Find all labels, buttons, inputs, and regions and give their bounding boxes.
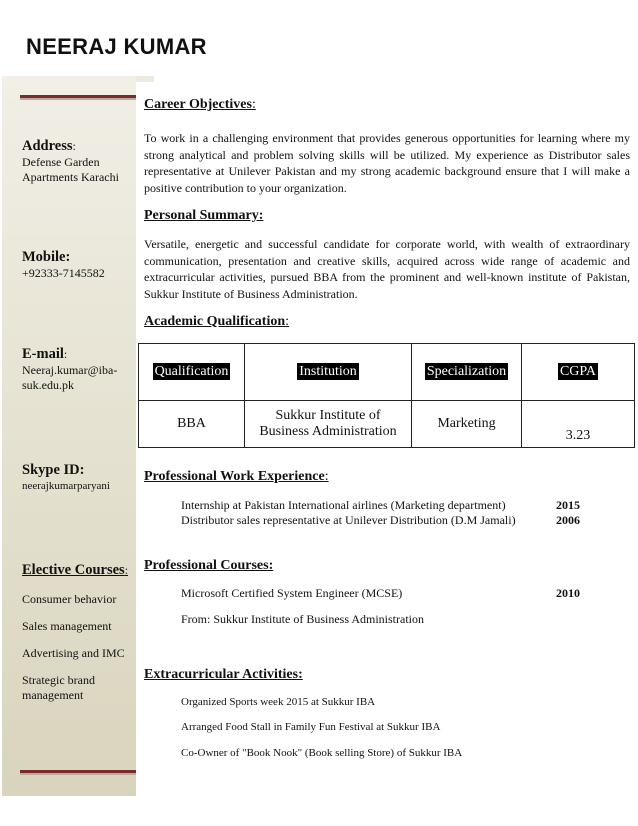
address-heading: Address:: [22, 138, 76, 154]
elective-course-item: Consumer behavior: [22, 592, 117, 606]
sidebar-cap: [136, 76, 154, 82]
elective-heading: Elective Courses:: [22, 562, 129, 578]
table-header-cell: Institution: [245, 344, 412, 401]
table-header-row: [139, 344, 635, 401]
extracurricular-item: Arranged Food Stall in Family Fun Festival at Sukkur IBA: [181, 721, 441, 733]
work-item-text: Internship at Pakistan International airlines (Marketing department): [181, 498, 506, 512]
mobile-block: [22, 249, 134, 281]
elective-course-item: Strategic brand management: [22, 673, 95, 702]
extracurricular-item: Co-Owner of "Book Nook" (Book selling Store) of Sukkur IBA: [181, 747, 463, 759]
course-source: From: Sukkur Institute of Business Administration: [181, 612, 425, 626]
mobile-number: +92333-7145582: [22, 266, 105, 280]
personal-summary-text: Versatile, energetic and successful candidate for corporate world, with wealth of extraordinary communication, presentation and creative skills, acquired across wide range of academic and extracurricular activities, pursued BBA from the prominent and well-known institute of Pakistan, Sukkur Institute of Business Administration.: [144, 237, 630, 301]
email-block: [22, 346, 134, 393]
email-line: Neeraj.kumar@iba-: [22, 363, 118, 377]
academic-title: Academic Qualification:: [144, 314, 290, 329]
work-item-year: 2006: [556, 513, 580, 527]
sidebar-rule-top: [20, 95, 136, 100]
table-header-cell: Qualification: [139, 344, 245, 401]
work-experience-title: Professional Work Experience:: [144, 469, 329, 484]
sidebar-rule-bottom: [20, 770, 136, 775]
cgpa-cell: 3.23: [522, 401, 635, 448]
address-line: Defense Garden: [22, 155, 100, 169]
career-objectives-title: Career Objectives:: [144, 97, 256, 112]
academic-table: [138, 343, 635, 448]
elective-course-item: Sales management: [22, 619, 112, 633]
candidate-name: NEERAJ KUMAR: [26, 34, 207, 59]
professional-courses-title: Professional Courses:: [144, 558, 274, 573]
table-row: [139, 401, 635, 448]
work-item-year: 2015: [556, 498, 580, 512]
elective-course-item: Advertising and IMC: [22, 646, 125, 660]
course-item-year: 2010: [556, 586, 580, 600]
career-objectives-text: To work in a challenging environment that provides generous opportunities for learning where my strong analytical and problem solving skills will be utilized. My experience as Distributor sales representative at Unilever Pakistan and my strong academic background ensure that I will make a positive contribution to your organization.: [144, 131, 630, 195]
extracurricular-item: Organized Sports week 2015 at Sukkur IBA: [181, 696, 376, 708]
table-header-cell: CGPA: [522, 344, 635, 401]
email-line: suk.edu.pk: [22, 378, 74, 392]
course-item-text: Microsoft Certified System Engineer (MCSE): [181, 586, 403, 600]
skype-block: [22, 462, 134, 494]
personal-summary-title: Personal Summary:: [144, 208, 264, 223]
skype-heading: Skype ID:: [22, 462, 85, 478]
extracurricular-title: Extracurricular Activities:: [144, 667, 303, 682]
email-heading: E-mail:: [22, 346, 68, 362]
work-item-text: Distributor sales representative at Unilever Distribution (D.M Jamali): [181, 513, 516, 527]
address-block: [22, 138, 134, 185]
skype-id: neerajkumarparyani: [22, 480, 110, 492]
mobile-heading: Mobile:: [22, 249, 71, 265]
elective-heading-block: [22, 562, 134, 579]
address-line: Apartments Karachi: [22, 170, 119, 184]
specialization-cell: Marketing: [412, 401, 522, 448]
institution-cell: Sukkur Institute of Business Administration: [245, 401, 412, 448]
qualification-cell: BBA: [139, 401, 245, 448]
table-header-cell: Specialization: [412, 344, 522, 401]
